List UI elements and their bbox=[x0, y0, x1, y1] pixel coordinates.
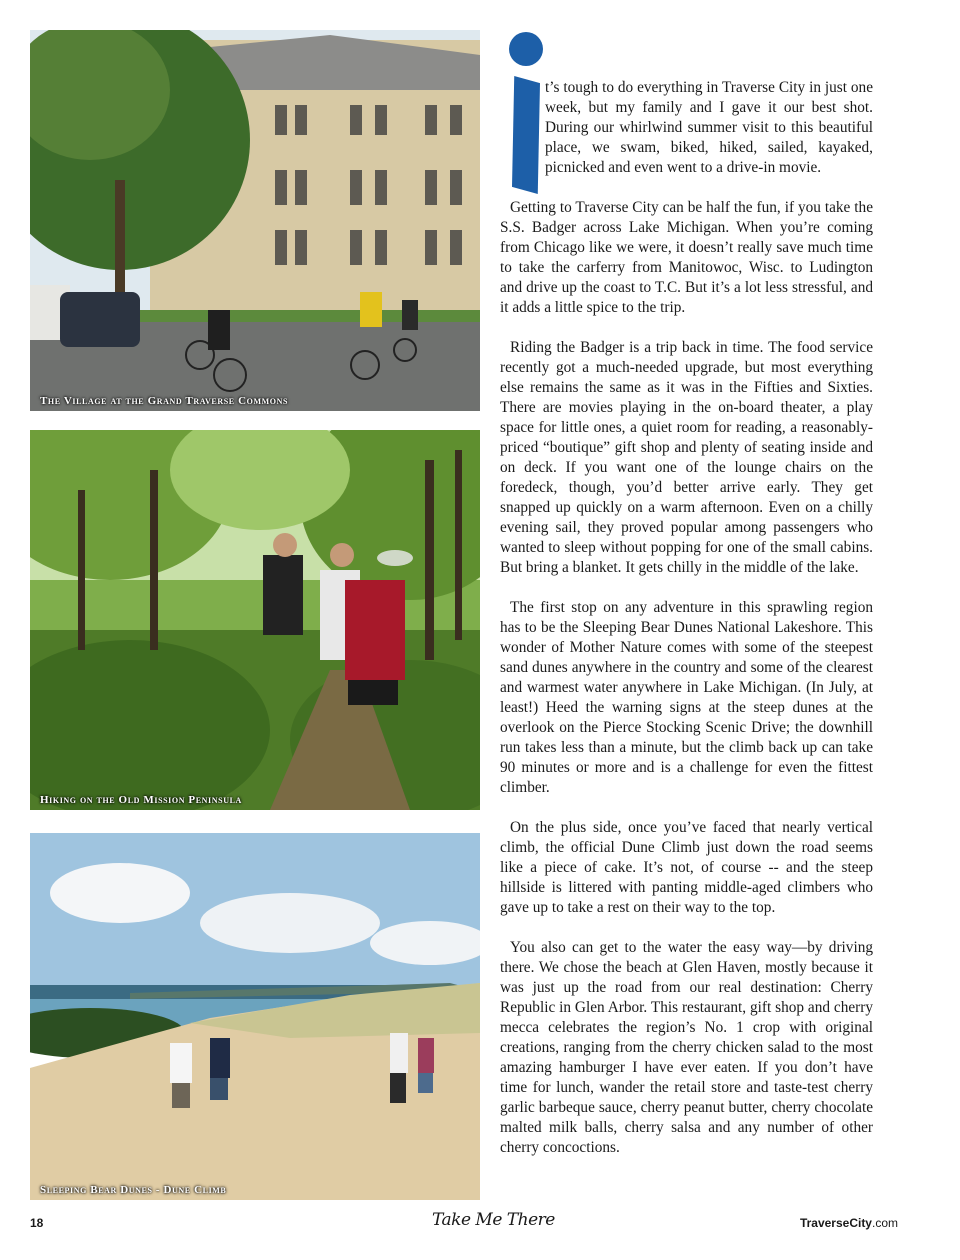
dropcap-dot bbox=[509, 32, 543, 66]
photo-caption: Sleeping Bear Dunes - Dune Climb bbox=[40, 1184, 227, 1196]
photo-dune-climb bbox=[30, 833, 480, 1200]
article-paragraph: On the plus side, once you’ve faced that nearly vertical climb, the official Dune Climb just down the road seems like a piece of cake. It’s not, of course -- and the steep hillside is littered with panting middle-aged climbers who gave up to take a rest on their way to the top. bbox=[500, 819, 873, 916]
photo-old-mission-hike bbox=[30, 430, 480, 810]
article-paragraph: The first stop on any adventure in this sprawling region has to be the Sleeping Bear Dunes National Lakeshore. This wonder of Mother Nature comes with some of the steepest sand dunes anywhere in the country and some of the clearest and warmest water anywhere in Lake Michigan. (In July, at least!) Heed the warning signs at the steep dunes at the overlook on the Pierce Stocking Scenic Drive; the downhill run takes less than a minute, but the climb back up can take 90 minutes or more and is a challenge for even the fittest climber. bbox=[500, 599, 873, 796]
article-paragraph: Riding the Badger is a trip back in time. The food service recently got a much-needed upgrade, but most everything else remains the same as it was in the Fifties and Sixties. There are movies playing in the on-board theater, a play space for little ones, a quiet room for reading, a reasonably-priced “boutique” gift shop and plenty of seating inside and on deck. If you want one of the lounge chairs on the foredeck, though, you’d better arrive early. They get snapped up quickly on a warm afternoon. Even on a chilly evening sail, they proved popular among passengers who wanted to sleep without popping for one of the small cabins. But bring a blanket. It gets chilly in the middle of the lake. bbox=[500, 339, 873, 576]
page-number: 18 bbox=[30, 1216, 44, 1230]
article-body bbox=[500, 78, 873, 1178]
article-paragraph-lead: t’s tough to do everything in Traverse City in just one week, but my family and I gave it our best shot. During our whirlwind summer visit to this beautiful place, we swam, biked, hiked, sailed, kayaked, picnicked and even went to a drive-in movie. bbox=[545, 79, 873, 176]
photo-image bbox=[30, 30, 480, 411]
footer-site-bold: TraverseCity bbox=[799, 1216, 872, 1230]
article-paragraph: Getting to Traverse City can be half the fun, if you take the S.S. Badger across Lake Michigan. When you’re coming from Chicago like we were, it doesn’t really save much time to take the carferry from Manitowoc, Wisc. to Ludington and drive up the coast to T.C. But it’s a lot less stressful, and it adds a little spice to the trip. bbox=[500, 199, 873, 316]
footer-tagline: Take Me There bbox=[432, 1210, 555, 1230]
footer-site bbox=[800, 1216, 898, 1230]
article-paragraph: You also can get to the water the easy way—by driving there. We chose the beach at Glen Haven, mostly because it was just up the road from our real destination: Cherry Republic in Glen Arbor. This restaurant, gift shop and cherry mecca celebrates the region’s No. 1 crop with original creations, ranging from the cherry chicken salad to the most amazing hamburger I have ever eaten. If you don’t have time for lunch, wander the retail store and taste-test cherry garlic barbeque sauce, cherry peanut butter, cherry chocolate malted milk balls, cherry salsa and any number of other cherry concoctions. bbox=[500, 939, 873, 1156]
photo-grand-traverse-commons bbox=[30, 30, 480, 411]
photo-image bbox=[30, 430, 480, 810]
footer-site-suffix: .com bbox=[871, 1216, 898, 1230]
photo-image bbox=[30, 833, 480, 1200]
photo-caption: The Village at the Grand Traverse Commons bbox=[40, 395, 288, 407]
photo-caption: Hiking on the Old Mission Peninsula bbox=[40, 794, 242, 806]
